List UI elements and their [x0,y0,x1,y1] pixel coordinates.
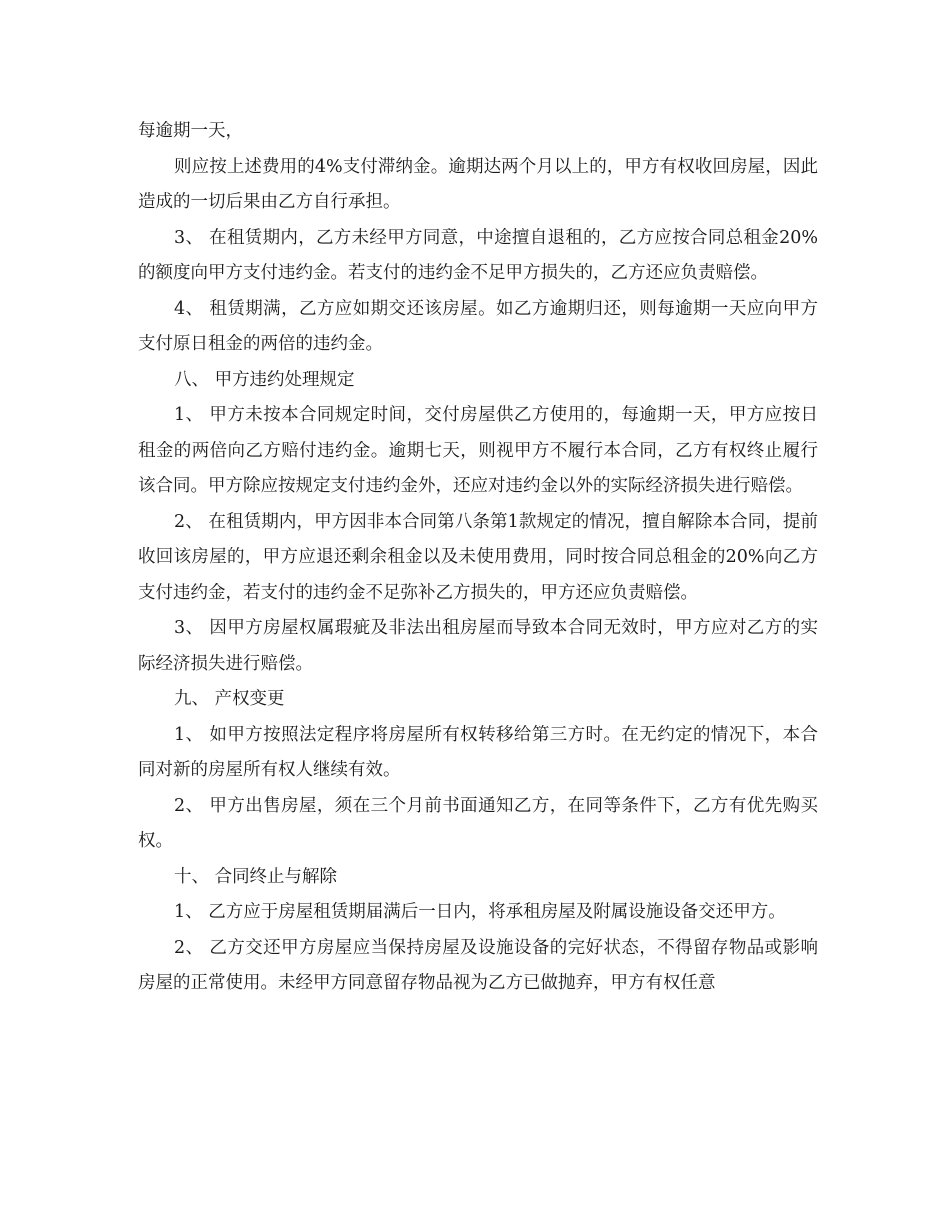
paragraph-clause-8-2: 2、 在租赁期内，甲方因非本合同第八条第1款规定的情况，擅自解除本合同，提前收回该房屋的，甲方应退还剩余租金以及未使用费用，同时按合同总租金的20%向乙方支付违约金，若支付的违约金不足弥补乙方损失的，甲方还应负责赔偿。 [138,511,818,603]
paragraph-continuation: 每逾期一天， [138,121,243,141]
section-heading-9: 九、 产权变更 [174,689,285,709]
paragraph-clause-8-3: 3、 因甲方房屋权属瑕疵及非法出租房屋而导致本合同无效时，甲方应对乙方的实际经济损失进行赔偿。 [138,618,818,674]
paragraph-clause-7-3: 3、 在租赁期内，乙方未经甲方同意，中途擅自退租的，乙方应按合同总租金20%的额度向甲方支付违约金。若支付的违约金不足甲方损失的，乙方还应负责赔偿。 [138,227,818,283]
paragraph-clause-9-1: 1、 如甲方按照法定程序将房屋所有权转移给第三方时。在无约定的情况下，本合同对新的房屋所有权人继续有效。 [138,724,818,780]
paragraph-late-fee: 则应按上述费用的4%支付滞纳金。逾期达两个月以上的，甲方有权收回房屋，因此造成的一切后果由乙方自行承担。 [138,156,818,212]
paragraph-clause-9-2: 2、 甲方出售房屋，须在三个月前书面通知乙方，在同等条件下，乙方有优先购买权。 [138,795,818,851]
paragraph-clause-10-1: 1、 乙方应于房屋租赁期届满后一日内，将承租房屋及附属设施设备交还甲方。 [174,902,786,922]
section-heading-10: 十、 合同终止与解除 [174,866,338,887]
paragraph-clause-7-4: 4、 租赁期满，乙方应如期交还该房屋。如乙方逾期归还，则每逾期一天应向甲方支付原日租金的两倍的违约金。 [138,298,818,354]
contract-body [138,114,818,1002]
paragraph-clause-8-1: 1、 甲方未按本合同规定时间，交付房屋供乙方使用的，每逾期一天，甲方应按日租金的两倍向乙方赔付违约金。逾期七天，则视甲方不履行本合同，乙方有权终止履行该合同。甲方除应按规定支付违约金外，还应对违约金以外的实际经济损失进行赔偿。 [138,405,818,496]
section-heading-8: 八、 甲方违约处理规定 [174,369,355,390]
paragraph-clause-10-2: 2、 乙方交还甲方房屋应当保持房屋及设施设备的完好状态，不得留存物品或影响房屋的正常使用。未经甲方同意留存物品视为乙方已做抛弃，甲方有权任意 [138,937,818,993]
